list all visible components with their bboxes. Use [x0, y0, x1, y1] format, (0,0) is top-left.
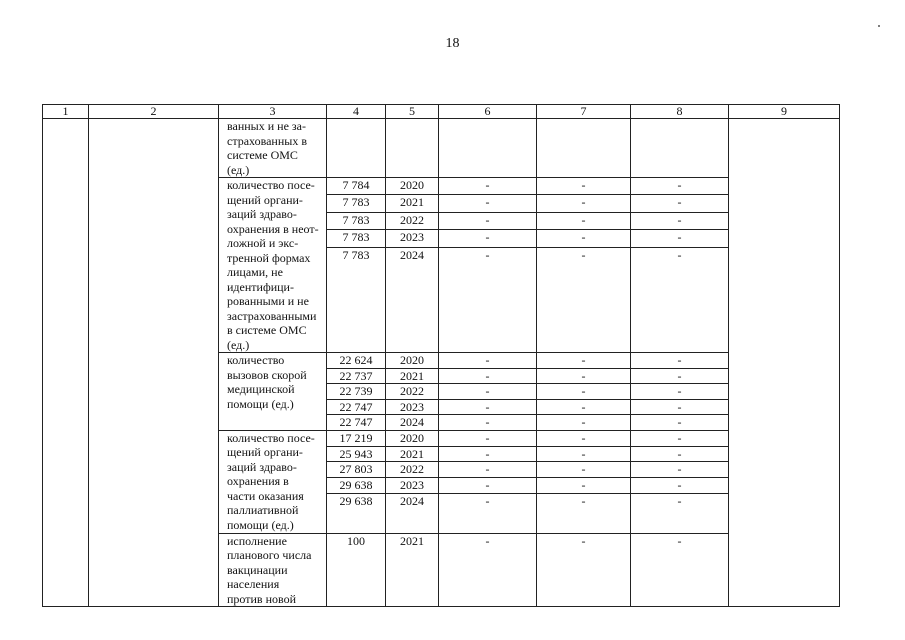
- value-cell: 29 638: [327, 493, 386, 533]
- table-row: [43, 119, 840, 178]
- page-number: 18: [445, 36, 460, 51]
- indicator-line: ложной и экс-: [227, 236, 299, 250]
- value-cell: 100: [327, 533, 386, 607]
- year-cell: 2022: [386, 462, 439, 478]
- value-cell: 27 803: [327, 462, 386, 478]
- col-header-2: 2: [89, 105, 219, 119]
- col8-cell: -: [631, 533, 729, 607]
- col7-cell: -: [537, 178, 631, 195]
- indicator-line: количество посе-: [227, 178, 315, 192]
- indicator-line: страхованных в: [227, 133, 307, 148]
- indicator-line: вакцинации: [227, 562, 288, 577]
- col8-cell: -: [631, 462, 729, 478]
- indicator-line: рованными и не: [227, 294, 309, 308]
- col-header-1: 1: [43, 105, 89, 119]
- col7-cell: -: [537, 493, 631, 533]
- col8-cell: -: [631, 353, 729, 369]
- col6-cell: -: [439, 493, 537, 533]
- year-cell: 2021: [386, 533, 439, 607]
- col6-cell: -: [439, 384, 537, 400]
- col8-cell: -: [631, 195, 729, 212]
- year-cell: 2022: [386, 212, 439, 229]
- col6-cell: -: [439, 399, 537, 415]
- col6-cell: [439, 119, 537, 178]
- indicator-line: (ед.): [227, 337, 250, 352]
- year-cell: 2021: [386, 195, 439, 212]
- value-cell: 22 737: [327, 368, 386, 384]
- col1-cell: [43, 119, 89, 607]
- indicator-line: части оказания: [227, 488, 304, 503]
- year-cell: 2020: [386, 430, 439, 446]
- col8-cell: -: [631, 368, 729, 384]
- indicator-line: лицами, не: [227, 265, 283, 279]
- indicator-line: медицинской: [227, 382, 295, 396]
- col7-cell: -: [537, 212, 631, 229]
- col9-cell: [729, 119, 840, 607]
- indicator-cell: [219, 430, 327, 533]
- indicator-line: охранения в: [227, 474, 289, 488]
- col8-cell: -: [631, 415, 729, 431]
- scan-speck: [878, 25, 880, 27]
- col8-cell: -: [631, 178, 729, 195]
- col6-cell: -: [439, 477, 537, 493]
- indicator-line: вызовов скорой: [227, 367, 307, 382]
- value-cell: 7 783: [327, 195, 386, 212]
- col8-cell: -: [631, 399, 729, 415]
- col8-cell: -: [631, 212, 729, 229]
- indicator-line: паллиативной: [227, 503, 299, 517]
- indicator-cell: [219, 353, 327, 431]
- indicator-line: щений органи-: [227, 445, 303, 459]
- indicator-line: застрахованными: [227, 308, 317, 323]
- col8-cell: -: [631, 247, 729, 352]
- header-row: [43, 105, 840, 119]
- col2-cell: [89, 119, 219, 607]
- value-cell: 22 747: [327, 415, 386, 431]
- indicator-line: (ед.): [227, 162, 250, 177]
- value-cell: [327, 119, 386, 178]
- year-cell: 2023: [386, 477, 439, 493]
- col6-cell: -: [439, 462, 537, 478]
- col6-cell: -: [439, 368, 537, 384]
- col7-cell: -: [537, 415, 631, 431]
- col6-cell: -: [439, 230, 537, 247]
- indicator-line: планового числа: [227, 548, 312, 562]
- col7-cell: -: [537, 430, 631, 446]
- col6-cell: -: [439, 533, 537, 607]
- col-header-9: 9: [729, 105, 840, 119]
- value-cell: 17 219: [327, 430, 386, 446]
- col7-cell: -: [537, 446, 631, 462]
- indicator-line: идентифици-: [227, 279, 294, 294]
- col8-cell: -: [631, 230, 729, 247]
- value-cell: 7 783: [327, 247, 386, 352]
- col8-cell: -: [631, 384, 729, 400]
- indicator-cell: [219, 119, 327, 178]
- col7-cell: -: [537, 533, 631, 607]
- indicator-line: щений органи-: [227, 192, 303, 207]
- col8-cell: [631, 119, 729, 178]
- col7-cell: -: [537, 368, 631, 384]
- col-header-6: 6: [439, 105, 537, 119]
- col6-cell: -: [439, 247, 537, 352]
- data-table: [42, 104, 840, 607]
- col8-cell: -: [631, 430, 729, 446]
- col7-cell: [537, 119, 631, 178]
- col7-cell: -: [537, 462, 631, 478]
- col-header-4: 4: [327, 105, 386, 119]
- col6-cell: -: [439, 195, 537, 212]
- value-cell: 7 783: [327, 230, 386, 247]
- indicator-line: помощи (ед.): [227, 396, 294, 411]
- col8-cell: -: [631, 446, 729, 462]
- col7-cell: -: [537, 195, 631, 212]
- year-cell: 2021: [386, 446, 439, 462]
- col7-cell: -: [537, 399, 631, 415]
- year-cell: 2022: [386, 384, 439, 400]
- year-cell: 2023: [386, 230, 439, 247]
- value-cell: 22 747: [327, 399, 386, 415]
- value-cell: 29 638: [327, 477, 386, 493]
- col-header-5: 5: [386, 105, 439, 119]
- year-cell: 2024: [386, 493, 439, 533]
- year-cell: 2024: [386, 415, 439, 431]
- col6-cell: -: [439, 446, 537, 462]
- indicator-line: количество: [227, 353, 285, 367]
- indicator-line: населения: [227, 577, 280, 591]
- indicator-cell: [219, 178, 327, 353]
- indicator-cell: [219, 533, 327, 607]
- year-cell: 2020: [386, 353, 439, 369]
- indicator-line: заций здраво-: [227, 207, 297, 221]
- indicator-line: системе ОМС: [227, 148, 298, 162]
- year-cell: [386, 119, 439, 178]
- indicator-line: охранения в неот-: [227, 221, 319, 236]
- col6-cell: -: [439, 178, 537, 195]
- col7-cell: -: [537, 384, 631, 400]
- indicator-line: исполнение: [227, 533, 287, 548]
- year-cell: 2021: [386, 368, 439, 384]
- col7-cell: -: [537, 230, 631, 247]
- value-cell: 22 624: [327, 353, 386, 369]
- col7-cell: -: [537, 247, 631, 352]
- year-cell: 2023: [386, 399, 439, 415]
- col6-cell: -: [439, 430, 537, 446]
- indicator-line: помощи (ед.): [227, 517, 294, 532]
- year-cell: 2020: [386, 178, 439, 195]
- col8-cell: -: [631, 477, 729, 493]
- col6-cell: -: [439, 415, 537, 431]
- year-cell: 2024: [386, 247, 439, 352]
- col6-cell: -: [439, 353, 537, 369]
- value-cell: 7 783: [327, 212, 386, 229]
- indicator-line: тренной формах: [227, 250, 311, 265]
- col8-cell: -: [631, 493, 729, 533]
- col6-cell: -: [439, 212, 537, 229]
- col-header-7: 7: [537, 105, 631, 119]
- indicator-line: количество посе-: [227, 430, 315, 445]
- col7-cell: -: [537, 353, 631, 369]
- indicator-line: ванных и не за-: [227, 119, 306, 133]
- value-cell: 7 784: [327, 178, 386, 195]
- value-cell: 25 943: [327, 446, 386, 462]
- indicator-line: в системе ОМС: [227, 323, 307, 337]
- indicator-line: против новой: [227, 591, 297, 606]
- value-cell: 22 739: [327, 384, 386, 400]
- col7-cell: -: [537, 477, 631, 493]
- col-header-3: 3: [219, 105, 327, 119]
- col-header-8: 8: [631, 105, 729, 119]
- indicator-line: заций здраво-: [227, 459, 297, 474]
